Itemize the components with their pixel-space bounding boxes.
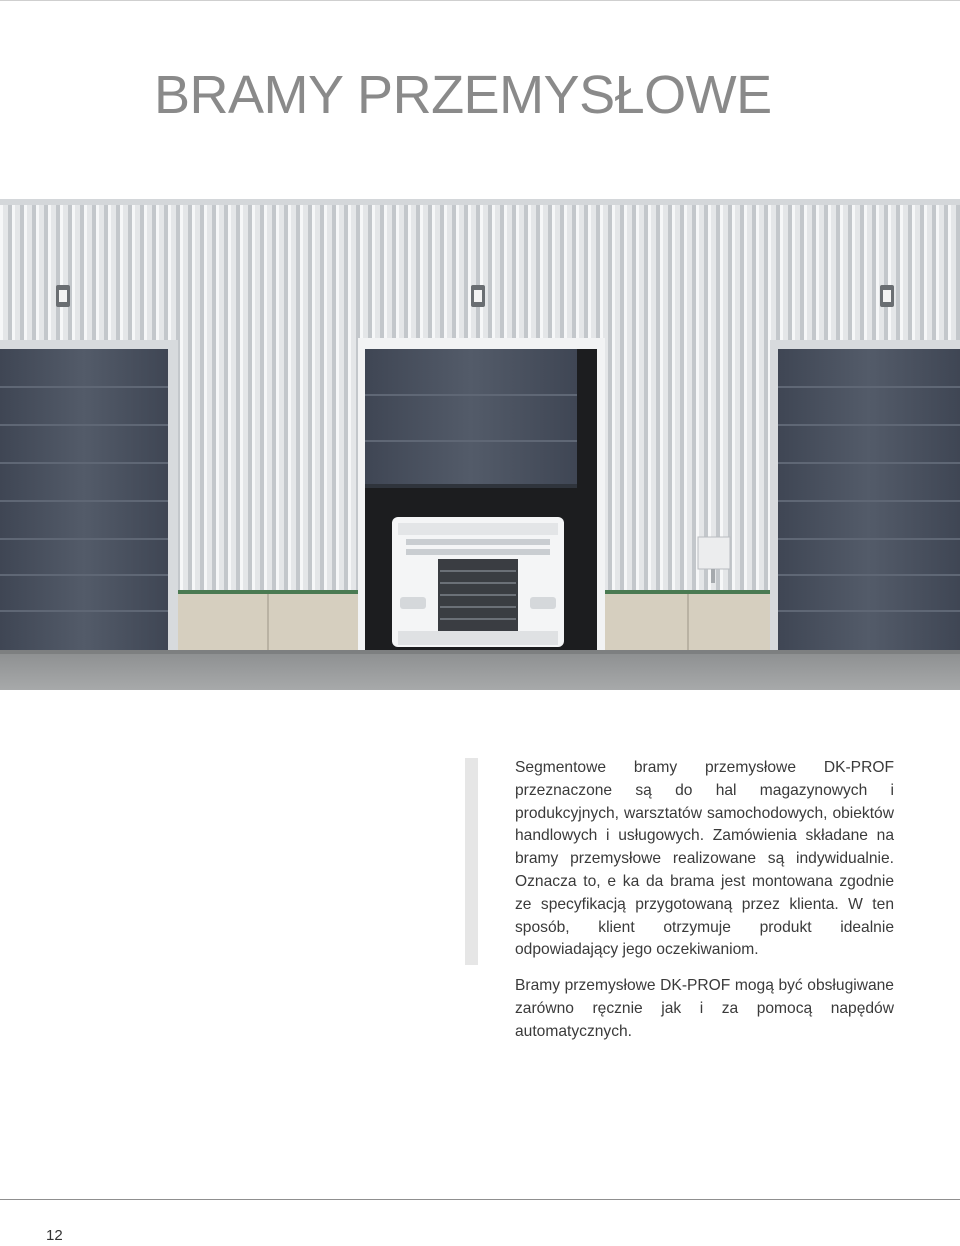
page-number: 12: [46, 1227, 63, 1244]
warehouse-doors-photo: [0, 199, 960, 690]
door-left: [0, 340, 178, 650]
green-trim: [178, 590, 358, 594]
description-text: [515, 757, 894, 1044]
top-rule: [0, 0, 960, 1]
footer-rule: [0, 1199, 960, 1200]
accent-bar: [465, 758, 478, 965]
paragraph-operation: Bramy przemysłowe DK-PROF mogą być obsługiwane zarówno ręcznie jak i za pomocą napędów automatycznych.: [515, 977, 894, 1040]
green-trim: [605, 590, 770, 594]
wall-lamp: [471, 285, 485, 307]
page-title: BRAMY PRZEMYSŁOWE: [154, 65, 772, 125]
door-right: [770, 340, 960, 650]
truck: [392, 517, 564, 647]
paragraph-intro: Segmentowe bramy przemysłowe DK-PROF przeznaczone są do hal magazynowych i produkcyjnych, warsztatów samochodowych, obiektów handlowych i usługowych. Zamówienia składane na bramy przemysłowe realizowane są indywidualnie. Oznacza to, e ka da brama jest montowana zgodnie ze specyfikacją przygotowaną przez klienta. W ten sposób, klient otrzymuje produkt idealnie odpowiadający jego oczekiwaniom.: [515, 759, 894, 959]
wall-lamp: [880, 285, 894, 307]
wall-lamp: [56, 285, 70, 307]
ground: [0, 650, 960, 690]
